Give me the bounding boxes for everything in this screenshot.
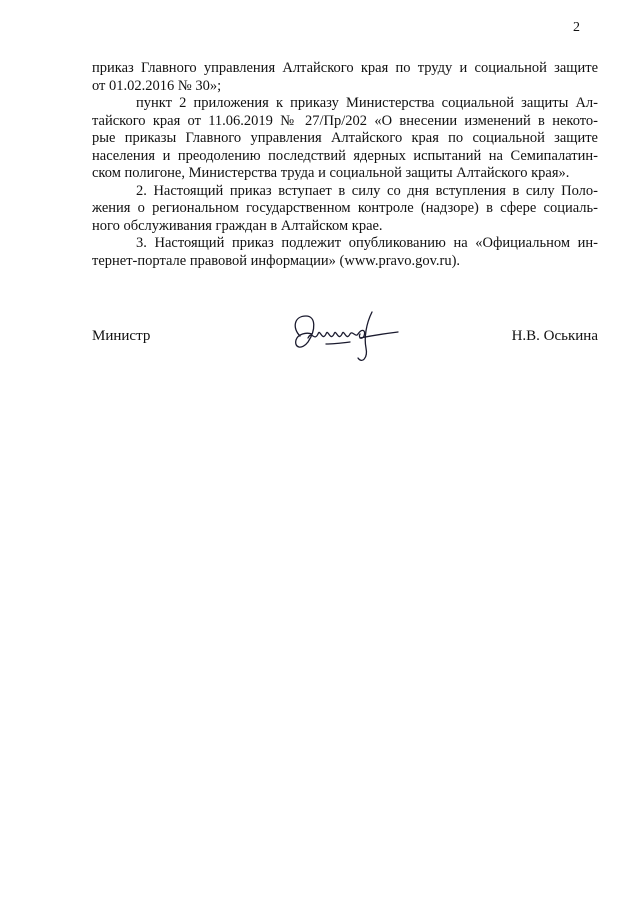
paragraph-line: тайского края от 11.06.2019 № 27/Пр/202 «О внесении изменений в некото- — [92, 112, 598, 129]
paragraph-line: от 01.02.2016 № 30»; — [92, 77, 222, 94]
page-number: 2 — [573, 20, 580, 35]
paragraph-line: ском полигоне, Министерства труда и социальной защиты Алтайского края». — [92, 165, 570, 181]
paragraph-line: тернет-портале правовой информации» (www.pravo.gov.ru). — [92, 252, 461, 269]
paragraph-line: 3. Настоящий приказ подлежит опубликованию на «Официальном ин- — [136, 235, 598, 251]
paragraph-line: ного обслуживания граждан в Алтайском крае. — [92, 217, 383, 234]
signer-title: Министр — [92, 328, 151, 344]
paragraph-line: 2. Настоящий приказ вступает в силу со дня вступления в силу Поло- — [136, 182, 598, 199]
paragraph-line: населения и преодолению последствий ядерных испытаний на Семипалатин- — [92, 147, 598, 164]
paragraph-line: пункт 2 приложения к приказу Министерства социальной защиты Ал- — [136, 95, 598, 111]
document-body — [92, 60, 598, 270]
signer-name: Н.В. Оськина — [511, 328, 598, 344]
paragraph-line: жения о региональном государственном контроле (надзоре) в сфере социаль- — [92, 200, 598, 216]
paragraph-line: рые приказы Главного управления Алтайского края по социальной защите — [92, 130, 598, 146]
handwritten-signature — [286, 308, 406, 364]
paragraph-line: приказ Главного управления Алтайского края по труду и социальной защите — [92, 60, 598, 76]
signature-block — [92, 308, 598, 368]
